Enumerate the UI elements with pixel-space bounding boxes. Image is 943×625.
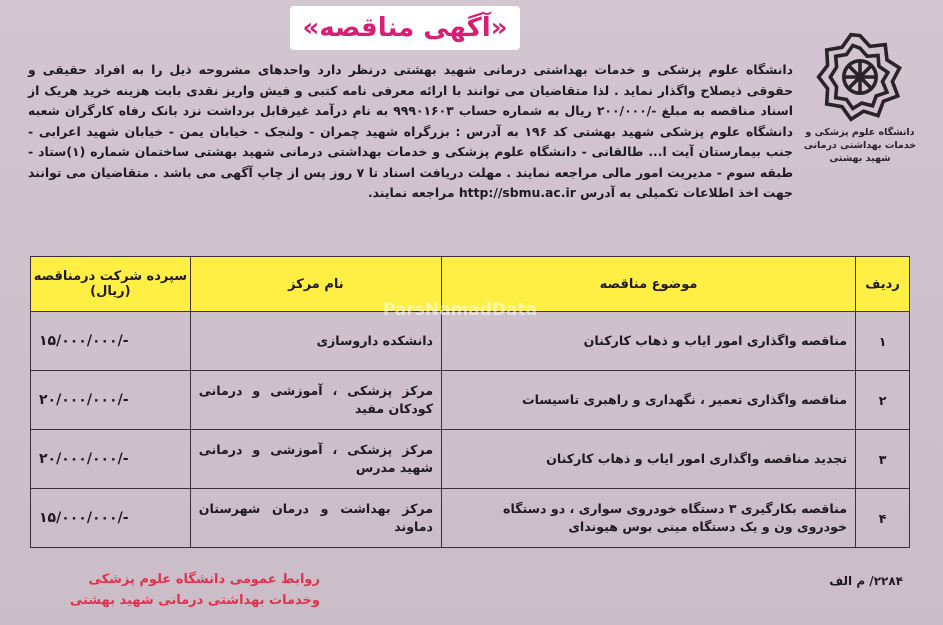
row-number: ۱ bbox=[856, 312, 910, 371]
publisher-signature: روابط عمومی دانشگاه علوم پزشکی وخدمات بهداشتی درمانی شهید بهشتی bbox=[69, 572, 320, 608]
row-deposit: ۲۰/۰۰۰/۰۰۰/- bbox=[31, 430, 191, 489]
watermark: ParsNamadData bbox=[382, 300, 538, 320]
logo-caption: دانشگاه علوم پزشکی و خدمات بهداشتی درمانی شهید بهشتی bbox=[803, 127, 917, 164]
table-row bbox=[31, 312, 910, 371]
row-deposit: ۱۵/۰۰۰/۰۰۰/- bbox=[31, 312, 191, 371]
row-number: ۳ bbox=[856, 430, 910, 489]
row-deposit: ۱۵/۰۰۰/۰۰۰/- bbox=[31, 489, 191, 548]
row-center: مرکز پزشکی ، آموزشی و درمانی شهید مدرس bbox=[190, 430, 441, 489]
header-subject: موضوع مناقصه bbox=[442, 257, 856, 312]
row-number: ۲ bbox=[856, 371, 910, 430]
table-header-row bbox=[31, 257, 910, 312]
table-row bbox=[31, 489, 910, 548]
row-subject: مناقصه بکارگیری ۳ دستگاه خودروی سواری ، دو دستگاه خودروی ون و یک دستگاه مینی بوس هیوندای bbox=[442, 489, 856, 548]
row-center: مرکز پزشکی ، آموزشی و درمانی کودکان مفید bbox=[190, 371, 441, 430]
ad-title: «آگهی مناقصه» bbox=[290, 6, 520, 50]
row-subject: مناقصه واگذاری امور ایاب و ذهاب کارکنان bbox=[442, 312, 856, 371]
row-subject: مناقصه واگذاری تعمیر ، نگهداری و راهبری تاسیسات bbox=[442, 371, 856, 430]
row-center: دانشکده داروسازی bbox=[190, 312, 441, 371]
sbmu-emblem-icon bbox=[815, 32, 905, 122]
row-deposit: ۲۰/۰۰۰/۰۰۰/- bbox=[31, 371, 191, 430]
header-row-number: ردیف bbox=[856, 257, 910, 312]
university-logo bbox=[801, 32, 919, 172]
row-subject: تجدید مناقصه واگذاری امور ایاب و ذهاب کارکنان bbox=[442, 430, 856, 489]
row-center: مرکز بهداشت و درمان شهرستان دماوند bbox=[190, 489, 441, 548]
table-row bbox=[31, 371, 910, 430]
header-deposit: سپرده شرکت درمناقصه (ریال) bbox=[31, 257, 191, 312]
table-row bbox=[31, 430, 910, 489]
ad-code: ۲۲۸۴/ م الف bbox=[829, 574, 903, 588]
header-center: نام مرکز bbox=[190, 257, 441, 312]
row-number: ۴ bbox=[856, 489, 910, 548]
tender-table bbox=[30, 256, 910, 548]
ad-body-text: دانشگاه علوم پزشکی و خدمات بهداشتی درمانی شهید بهشتی درنظر دارد واحدهای مشروحه ذیل را به افراد حقیقی و حقوقی ذیصلاح واگذار نماید . لذا متقاضیان می توانند با ارائه معرفی نامه کتبی و فیش واریز نقدی بابت هزینه خرید هریک از اسناد مناقصه به مبلغ -/۲۰۰/۰۰۰ ریال به شماره حساب ۹۹۹۰۱۶۰۳ به نام درآمد غیرقابل برداشت نزد بانک رفاه کارگران شعبه دانشگاه علوم پزشکی شهید بهشتی کد ۱۹۶ به آدرس : بزرگراه شهید چمران - ولنجک - خیابان یمن - خیابان شهید اعرابی - جنب بیمارستان آیت ا... طالقانی - دانشگاه علوم پزشکی و خدمات بهداشتی درمانی شهید بهشتی ساختمان شماره (۱)ستاد - طبقه سوم - مدیریت امور مالی مراجعه نمایند . مهلت دریافت اسناد تا ۷ روز پس از چاپ آگهی می باشد . متقاضیان می توانند جهت اخذ اطلاعات تکمیلی به آدرس http://sbmu.ac.ir مراجعه نمایند. bbox=[28, 62, 793, 200]
